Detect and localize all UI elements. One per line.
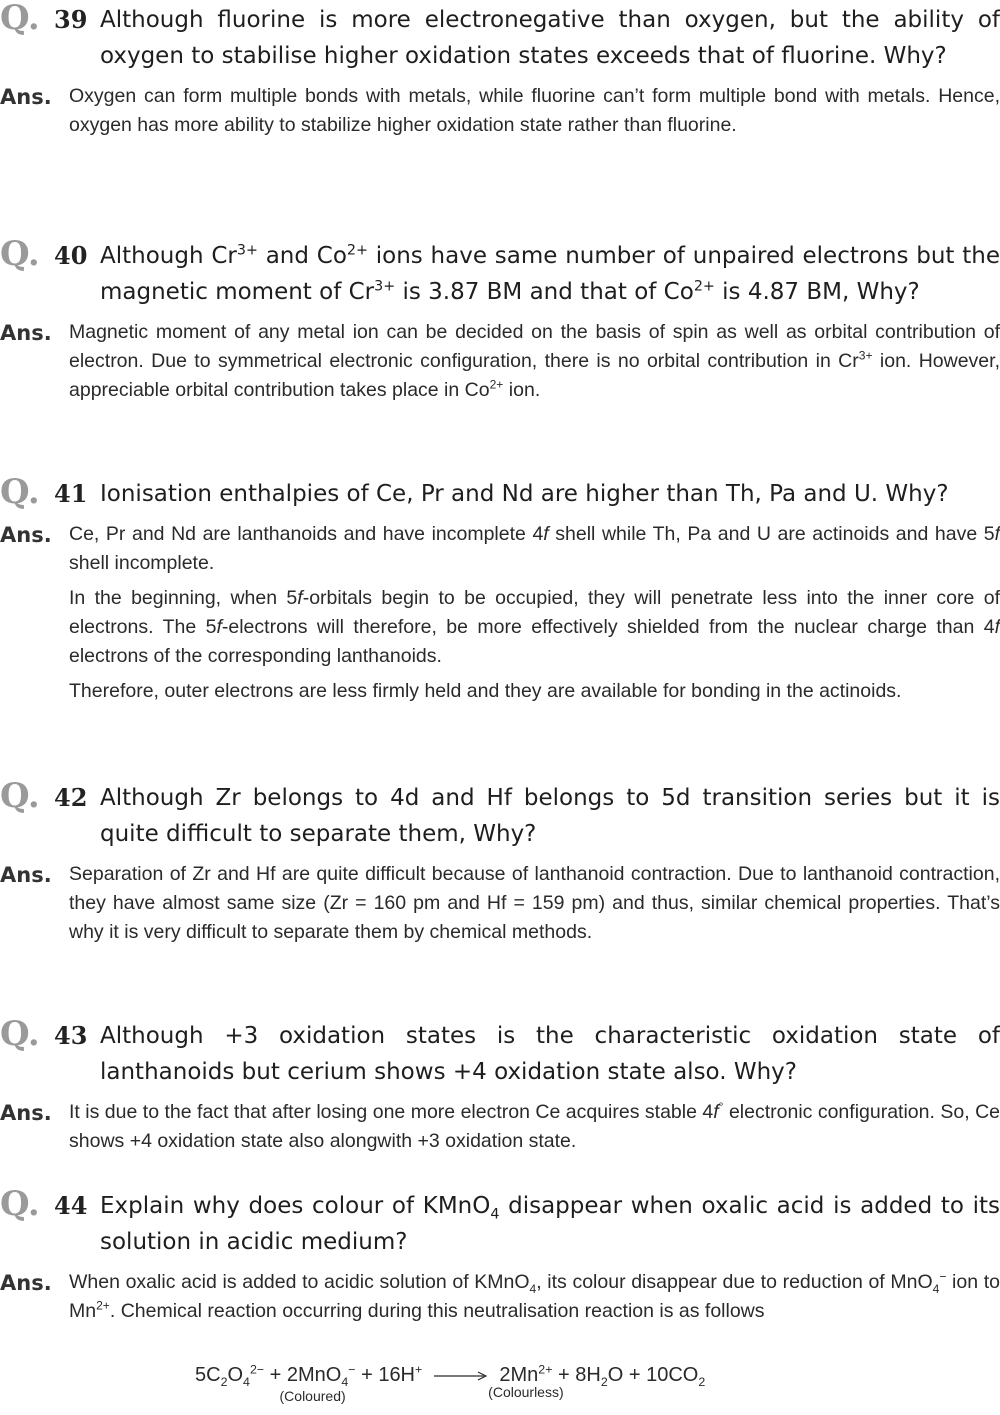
question-43 (0, 1014, 1000, 1090)
answer-marker: Ans. (0, 321, 52, 345)
question-marker: Q. (0, 234, 40, 274)
answer-42 (0, 860, 1000, 947)
answer-43 (0, 1098, 1000, 1156)
question-42 (0, 776, 1000, 852)
answer-40 (0, 318, 1000, 405)
question-text: Although +3 oxidation states is the characteristic oxidation state of lanthanoids but cerium shows +4 oxidation state also. Why? (100, 1023, 1000, 1085)
question-text: Ionisation enthalpies of Ce, Pr and Nd are higher than Th, Pa and U. Why? (100, 481, 949, 507)
question-block-43 (0, 1014, 1000, 1162)
question-44 (0, 1184, 1000, 1260)
question-number: 42 (54, 783, 88, 812)
answer-39 (0, 82, 1000, 140)
answer-marker: Ans. (0, 1101, 52, 1125)
answer-paragraph-3: Therefore, outer electrons are less firmly held and they are available for bonding in the actinoids. (69, 680, 902, 702)
answer-41 (0, 520, 1000, 706)
question-block-42 (0, 776, 1000, 953)
question-text: Although $Cr^{3+}$ and $Co^{2+}$ ions have same number of unpaired electrons but the magnetic moment of $Cr^{3+}$ is 3.87 BM and that of $Co^{2+}$ is 4.87 BM, Why? (100, 242, 1000, 305)
answer-marker: Ans. (0, 85, 52, 109)
question-marker: Q. (0, 0, 40, 38)
answer-text: When oxalic acid is added to acidic solution of KMnO$_4$, its colour disappear due to reduction of MnO$_4$− ion to $Mn^{2+}$. Chemical reaction occurring during this neutralisation reaction is as follows (69, 1269, 1000, 1322)
answer-text: It is due to the fact that after losing one more electron Ce acquires stable 4f° electronic configuration. So, Ce shows +4 oxidation state also alongwith +3 oxidation state. (69, 1099, 1000, 1152)
question-block-39 (0, 2, 1000, 146)
answer-text: Separation of Zr and Hf are quite difficult because of lanthanoid contraction. Due to lanthanoid contraction, they have almost same size (Zr = 160 pm and Hf = 159 pm) and thus, similar chemical properties. That’s why it is very difficult to separate them by chemical methods. (69, 863, 1000, 943)
answer-marker: Ans. (0, 1271, 52, 1295)
question-marker: Q. (0, 1014, 40, 1054)
answer-text: Magnetic moment of any metal ion can be decided on the basis of spin as well as orbital contribution of electron. Due to symmetrical electronic configuration, there is no orbital contribution in $Cr^{3+}$ ion. However, appreciable orbital contribution takes place in $Co^{2+}$ ion. (69, 321, 1000, 401)
label-colourless: (Colourless) (488, 1384, 564, 1400)
products-water-co2: + $8H_2O + 10CO_2$ (558, 1364, 706, 1389)
answer-marker: Ans. (0, 863, 52, 887)
question-number: 43 (54, 1021, 88, 1050)
question-marker: Q. (0, 776, 40, 816)
question-marker: Q. (0, 472, 40, 512)
reaction-arrow-icon (434, 1370, 488, 1382)
reactant-oxalate: $5C_2O_4^{2-}$ (195, 1362, 265, 1389)
answer-text: Oxygen can form multiple bonds with metals, while fluorine can’t form multiple bond with metals. Hence, oxygen has more ability to stabilize higher oxidation state rather than fluorine. (69, 85, 1000, 136)
chemical-equation (195, 1362, 706, 1404)
answer-marker: Ans. (0, 523, 52, 547)
question-number: 44 (54, 1191, 88, 1220)
question-39 (0, 2, 1000, 74)
reactant-hydrogen: + 16H+ (361, 1362, 423, 1386)
label-coloured: (Coloured) (279, 1388, 346, 1404)
question-number: 39 (54, 5, 88, 34)
question-block-44 (0, 1184, 1000, 1332)
question-text: Although fluorine is more electronegative than oxygen, but the ability of oxygen to stabilise higher oxidation states exceeds that of fluorine. Why? (100, 7, 1000, 69)
question-number: 40 (54, 241, 88, 270)
question-text: Explain why does colour of KMnO$_4$ disappear when oxalic acid is added to its solution in acidic medium? (100, 1193, 1000, 1255)
answer-44 (0, 1268, 1000, 1326)
question-40 (0, 234, 1000, 310)
question-41 (0, 472, 1000, 512)
question-number: 41 (54, 479, 88, 508)
question-block-40 (0, 234, 1000, 411)
question-text: Although Zr belongs to 4d and Hf belongs to 5d transition series but it is quite difficult to separate them, Why? (100, 785, 1000, 847)
product-manganese: $2Mn^{2+}$ (Colourless) (488, 1362, 564, 1400)
answer-paragraph-2: In the beginning, when 5f-orbitals begin to be occupied, they will penetrate less into the inner core of electrons. The 5f-electrons will therefore, be more effectively shielded from the nuclear charge than 4f electrons of the corresponding lanthanoids. (69, 587, 1000, 667)
question-marker: Q. (0, 1184, 40, 1224)
reactant-permanganate: + 2MnO$_4$− (Coloured) (269, 1362, 356, 1404)
answer-paragraph-1: Ce, Pr and Nd are lanthanoids and have incomplete 4f shell while Th, Pa and U are actinoids and have 5f shell incomplete. (69, 523, 1000, 574)
question-block-41 (0, 472, 1000, 712)
